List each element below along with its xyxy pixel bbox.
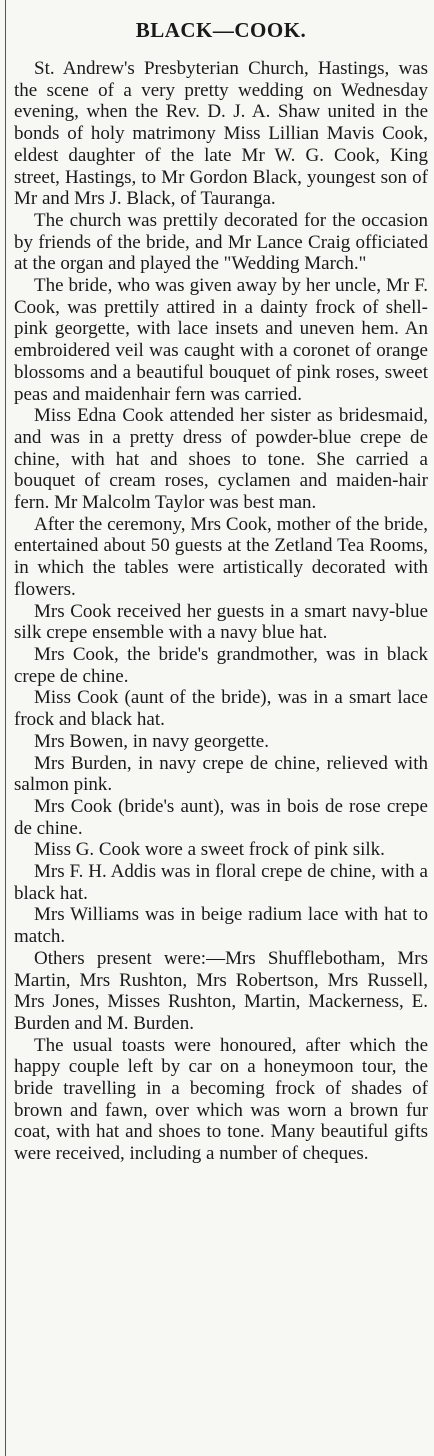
paragraph-bridesmaid: Miss Edna Cook attended her sister as bridesmaid, and was in a pretty dress of powder-blue crepe de chine, with hat and shoes to tone. She carried a bouquet of cream roses, cyclamen and maiden-hair fern. Mr Malcolm Taylor was best man.: [14, 405, 428, 514]
article-body: [14, 58, 428, 1165]
paragraph-bride-attire: The bride, who was given away by her uncle, Mr F. Cook, was prettily attired in a dainty frock of shell-pink georgette, with lace insets and uneven hem. An embroidered veil was caught with a coronet of orange blossoms and a beautiful bouquet of pink roses, sweet peas and maidenhair fern was carried.: [14, 275, 428, 405]
paragraph-guest-bowen: Mrs Bowen, in navy georgette.: [34, 730, 269, 752]
column-rule: [5, 0, 6, 1456]
paragraph-others-present: Others present were:—Mrs Shufflebotham, Mrs Martin, Mrs Rushton, Mrs Robertson, Mrs Russell, Mrs Jones, Misses Rushton, Martin, Mackerness, E. Burden and M. Burden.: [14, 947, 428, 1034]
article-headline: BLACK—COOK.: [135, 18, 307, 42]
paragraph-honeymoon: The usual toasts were honoured, after which the happy couple left by car on a honeymoon tour, the bride travelling in a becoming frock of shades of brown and fawn, over which was worn a brown fur coat, with hat and shoes to tone. Many beautiful gifts were received, including a number of cheques.: [14, 1034, 428, 1165]
paragraph-reception: After the ceremony, Mrs Cook, mother of the bride, entertained about 50 guests at the Zetland Tea Rooms, in which the tables were artistically decorated with flowers.: [14, 513, 428, 600]
article-column: [14, 0, 428, 1456]
paragraph-guest-grandmother: Mrs Cook, the bride's grandmother, was in black crepe de chine.: [14, 643, 428, 687]
paragraph-guest-williams: Mrs Williams was in beige radium lace with hat to match.: [14, 904, 428, 948]
paragraph-ceremony: St. Andrew's Presbyterian Church, Hastings, was the scene of a very pretty wedding on Wednesday evening, when the Rev. D. J. A. Shaw united in the bonds of holy matrimony Miss Lillian Mavis Cook, eldest daughter of the late Mr W. G. Cook, King street, Hastings, to Mr Gordon Black, youngest son of Mr and Mrs J. Black, of Tauranga.: [14, 58, 428, 210]
paragraph-guest-addis: Mrs F. H. Addis was in floral crepe de chine, with a black hat.: [14, 861, 428, 904]
paragraph-guest-brides-aunt: Mrs Cook (bride's aunt), was in bois de rose crepe de chine.: [14, 795, 428, 839]
paragraph-guest-mrs-cook: Mrs Cook received her guests in a smart navy-blue silk crepe ensemble with a navy blue hat.: [14, 600, 428, 644]
paragraph-church-decoration: The church was prettily decorated for the occasion by friends of the bride, and Mr Lance Craig officiated at the organ and played the "Wedding March.": [14, 209, 428, 275]
paragraph-guest-burden: Mrs Burden, in navy crepe de chine, relieved with salmon pink.: [14, 752, 428, 796]
paragraph-guest-aunt: Miss Cook (aunt of the bride), was in a smart lace frock and black hat.: [14, 687, 428, 731]
paragraph-guest-g-cook: Miss G. Cook wore a sweet frock of pink silk.: [34, 839, 385, 861]
